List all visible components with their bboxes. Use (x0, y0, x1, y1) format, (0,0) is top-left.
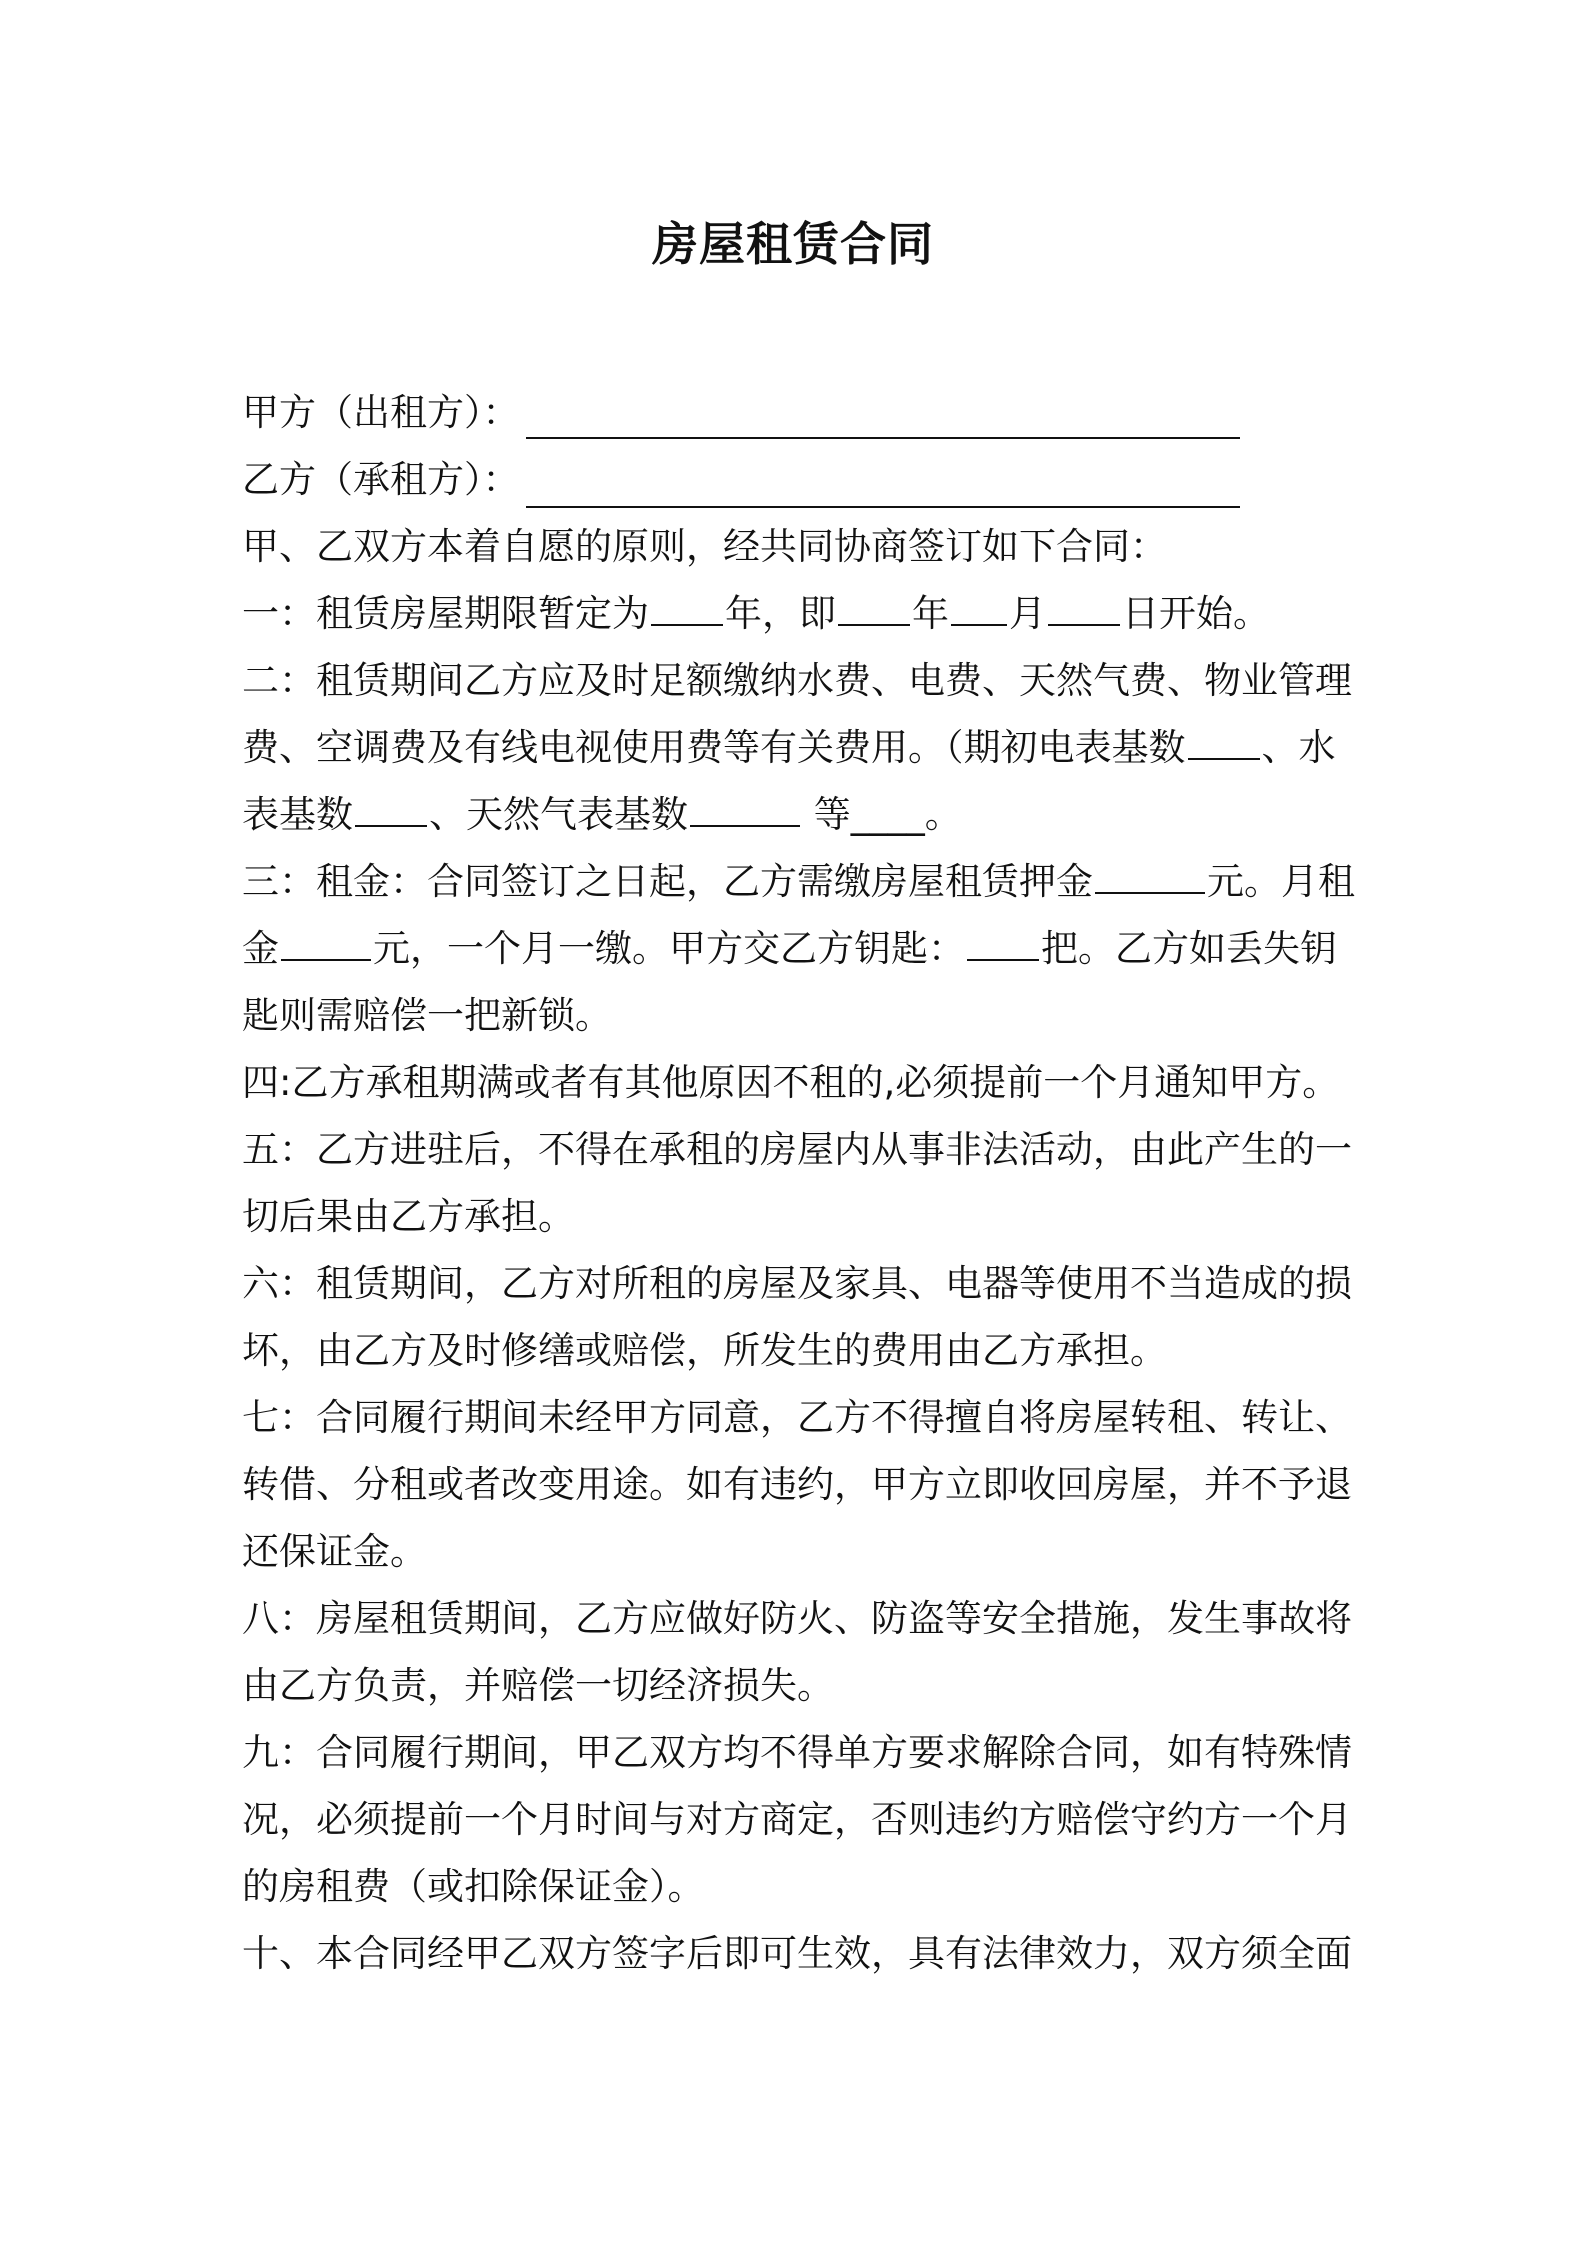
clause-5-line-2: 切后果由乙方承担。 (242, 1195, 575, 1238)
clause-10-line-1: 十、本合同经甲乙双方签字后即可生效，具有法律效力，双方须全面 (242, 1932, 1352, 1975)
clause-3-line-1-text-a: 三：租金：合同签订之日起，乙方需缴房屋租赁押金 (242, 860, 1093, 903)
deposit-amount-blank[interactable] (1095, 858, 1205, 894)
clause-2-line-3-text-c: 等____。 (813, 793, 962, 836)
clause-1-text-b: 年，即 (725, 592, 836, 635)
clause-7-line-3: 还保证金。 (242, 1530, 427, 1573)
clause-2-line-2-text-b: 、水 (1261, 726, 1336, 769)
start-day-blank[interactable] (1048, 590, 1120, 626)
party-b-label: 乙方（承租方）： (242, 458, 520, 501)
clause-1-text-a: 一：租赁房屋期限暂定为 (242, 592, 649, 635)
gas-meter-blank[interactable] (690, 791, 800, 827)
clause-5-line-1: 五：乙方进驻后，不得在承租的房屋内从事非法活动，由此产生的一 (242, 1128, 1352, 1171)
start-month-blank[interactable] (951, 590, 1007, 626)
monthly-rent-blank[interactable] (281, 925, 371, 961)
key-count-blank[interactable] (967, 925, 1039, 961)
clause-6-line-2: 坏，由乙方及时修缮或赔偿，所发生的费用由乙方承担。 (242, 1329, 1167, 1372)
preamble: 甲、乙双方本着自愿的原则，经共同协商签订如下合同： (242, 525, 1167, 568)
clause-2-line-1: 二：租赁期间乙方应及时足额缴纳水费、电费、天然气费、物业管理 (242, 659, 1352, 702)
clause-7-line-1: 七：合同履行期间未经甲方同意，乙方不得擅自将房屋转租、转让、 (242, 1396, 1352, 1439)
party-a-blank[interactable] (526, 437, 1240, 439)
party-b-blank[interactable] (526, 506, 1240, 508)
clause-3-line-2-text-b: 元，一个月一缴。甲方交乙方钥匙： (373, 927, 965, 970)
clause-2-line-3-text-a: 表基数 (242, 793, 353, 836)
clause-3-line-2-text-a: 金 (242, 927, 279, 970)
clause-7-line-2: 转借、分租或者改变用途。如有违约，甲方立即收回房屋，并不予退 (242, 1463, 1352, 1506)
clause-1-text-d: 月 (1009, 592, 1046, 635)
clause-1-text-e: 日开始。 (1122, 592, 1270, 635)
clause-3-line-1-text-b: 元。月租 (1207, 860, 1355, 903)
clause-9-line-3: 的房租费（或扣除保证金）。 (242, 1865, 705, 1908)
party-a-label: 甲方（出租方）： (242, 391, 520, 434)
clause-1-text-c: 年 (912, 592, 949, 635)
water-meter-blank[interactable] (355, 791, 427, 827)
lease-years-blank[interactable] (651, 590, 723, 626)
clause-6-line-1: 六：租赁期间，乙方对所租的房屋及家具、电器等使用不当造成的损 (242, 1262, 1352, 1305)
clause-9-line-2: 况，必须提前一个月时间与对方商定，否则违约方赔偿守约方一个月 (242, 1798, 1352, 1841)
party-b-row (242, 455, 1362, 505)
clause-4: 四:乙方承租期满或者有其他原因不租的,必须提前一个月通知甲方。 (242, 1061, 1340, 1104)
clause-8-line-1: 八：房屋租赁期间，乙方应做好防火、防盗等安全措施，发生事故将 (242, 1597, 1352, 1640)
clause-2-line-3-text-b: 、天然气表基数 (429, 793, 688, 836)
clause-2-line-2-text-a: 费、空调费及有线电视使用费等有关费用。（期初电表基数 (242, 726, 1186, 769)
party-a-row (242, 388, 1362, 438)
clause-2-line-2 (242, 723, 1362, 773)
electric-meter-blank[interactable] (1188, 724, 1260, 760)
clause-3-line-2 (242, 924, 1362, 974)
clause-3-line-2-text-c: 把。乙方如丢失钥 (1041, 927, 1337, 970)
document-title: 房屋租赁合同 (652, 217, 934, 271)
clause-9-line-1: 九：合同履行期间，甲乙双方均不得单方要求解除合同，如有特殊情 (242, 1731, 1352, 1774)
start-year-blank[interactable] (838, 590, 910, 626)
clause-3-line-1 (242, 857, 1362, 907)
clause-3-line-3: 匙则需赔偿一把新锁。 (242, 994, 612, 1037)
clause-2-line-3 (242, 790, 1362, 840)
clause-8-line-2: 由乙方负责，并赔偿一切经济损失。 (242, 1664, 834, 1707)
clause-1 (242, 589, 1362, 639)
